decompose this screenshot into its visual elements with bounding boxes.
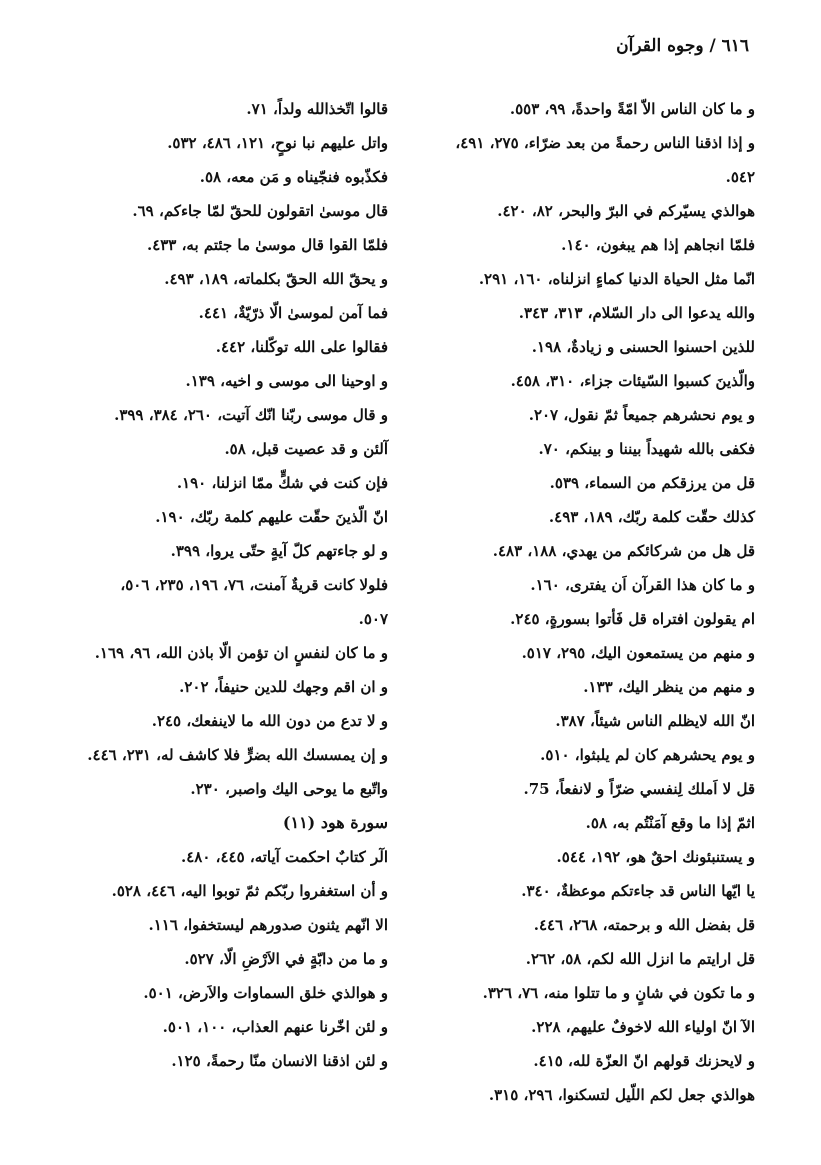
verse-line: ٥٤٢. bbox=[725, 168, 755, 186]
verse-line: و أن استغفروا ربّكم ثمّ توبوا اليه، ٤٤٦، ٥٢٨. bbox=[111, 882, 388, 900]
verse-line: فما آمن لموسىٰ الّا ذرّيّةٌ، ٤٤١. bbox=[198, 304, 388, 322]
verse-line: و لايحزنك قولهم انّ العزّة لله، ٤١٥. bbox=[533, 1052, 755, 1070]
verse-line: قل من يرزقكم من السماء، ٥٣٩. bbox=[549, 474, 755, 492]
verse-line: فلمّا القوا قال موسىٰ ما جئتم به، ٤٣٣. bbox=[146, 236, 388, 254]
verse-line: اثمّ إذا ما وقع آمَنْتُم به، ٥٨. bbox=[585, 814, 755, 832]
surah-heading: سورة هود (١١) bbox=[282, 813, 388, 832]
verse-line: قال موسىٰ اتقولون للحقّ لمّا جاءكم، ٦٩. bbox=[132, 202, 388, 220]
verse-line: فإن كنت في شكٍّ ممّا انزلنا، ١٩٠. bbox=[176, 474, 388, 492]
verse-line: الا انّهم يثنون صدورهم ليستخفوا، ١١٦. bbox=[148, 916, 388, 934]
verse-line: كذلك حقّت كلمة ربّك، ١٨٩، ٤٩٣. bbox=[548, 508, 755, 526]
page-header: ٦١٦ / وجوه القرآن bbox=[616, 36, 749, 56]
verse-line: قل لا اَملك لِنفسي ضرّاً و لانفعاً، 75. bbox=[523, 780, 755, 798]
verse-line: و يستنبئونك احقٌ هو، ١٩٢، ٥٤٤. bbox=[556, 848, 755, 866]
verse-line: و يوم يحشرهم كان لم يلبثوا، ٥١٠. bbox=[540, 746, 755, 764]
verse-line: و ما كان لنفسٍ ان تؤمن الّا باذن الله، ٩٦، ١٦٩. bbox=[94, 644, 388, 662]
verse-line: هوالذي جعل لكم اللّيل لتسكنوا، ٢٩٦، ٣١٥. bbox=[488, 1086, 755, 1104]
verse-line: للذين احسنوا الحسنى و زيادةٌ، ١٩٨. bbox=[531, 338, 755, 356]
verse-line: و ما كان هذا القرآن اَن يفترى، ١٦٠. bbox=[530, 576, 755, 594]
verse-line: و إذا اذقنا الناس رحمةً من بعد ضرّاء، ٢٧٥، ٤٩١، bbox=[455, 134, 755, 152]
verse-line: والّذينَ كسبوا السّيئات جزاء، ٣١٠، ٤٥٨. bbox=[510, 372, 755, 390]
verse-line: فلولا كانت قريةٌ آمنت، ٧٦، ١٩٦، ٢٣٥، ٥٠٦، bbox=[120, 576, 388, 594]
verse-line: والله يدعوا الى دار السّلام، ٣١٣، ٣٤٣. bbox=[518, 304, 755, 322]
verse-line: واتّبع ما يوحى اليك واصبر، ٢٣٠. bbox=[190, 780, 388, 798]
verse-line: قل بفضل الله و برحمته، ٢٦٨، ٤٤٦. bbox=[533, 916, 755, 934]
verse-line: و ان اقم وجهك للدين حنيفاً، ٢٠٢. bbox=[179, 678, 388, 696]
verse-line: قالوا اتّخذالله ولداً، ٧١. bbox=[246, 100, 388, 118]
verse-line: و منهم من يستمعون اليك، ٢٩٥، ٥١٧. bbox=[521, 644, 755, 662]
verse-line: فلمّا انجاهم إذا هم يبغون، ١٤٠. bbox=[561, 236, 755, 254]
verse-line: هوالذي يسيّركم في البرّ والبحر، ٨٢، ٤٢٠. bbox=[497, 202, 755, 220]
verse-line: يا ايّها الناس قد جاءتكم موعظةٌ، ٣٤٠. bbox=[521, 882, 755, 900]
verse-line: و لئن اخّرنا عنهم العذاب، ١٠٠، ٥٠١. bbox=[162, 1018, 388, 1036]
verse-line: و يوم نحشرهم جميعاً ثمّ نقول، ٢٠٧. bbox=[528, 406, 755, 424]
verse-line: و إن يمسسك الله بضرٍّ فلا كاشف له، ٢٣١، ٤٤٦. bbox=[87, 746, 388, 764]
verse-line: و ما من دابّةٍ في الاَرْضِ الّا، ٥٢٧. bbox=[184, 950, 388, 968]
verse-line: فقالوا على الله توكّلنا، ٤٤٢. bbox=[215, 338, 388, 356]
verse-line: و منهم من ينظر اليك، ١٣٣. bbox=[583, 678, 755, 696]
verse-line: ام يقولون افتراه قل فَأتوا بسورةٍ، ٢٤٥. bbox=[510, 610, 755, 628]
verse-line: و لئن اذقنا الانسان منّا رحمةً، ١٢٥. bbox=[171, 1052, 388, 1070]
verse-line: و اوحينا الى موسى و اخيه، ١٣٩. bbox=[185, 372, 388, 390]
left-column bbox=[50, 92, 388, 1078]
verse-line: و هوالذي خلق السماوات والاَرض، ٥٠١. bbox=[143, 984, 388, 1002]
verse-line: فكفى بالله شهيداً بيننا و بينكم، ٧٠. bbox=[538, 440, 755, 458]
verse-line: الٓر كتابٌ احكمت آياته، ٤٤٥، ٤٨٠. bbox=[180, 848, 388, 866]
verse-line: و يحقّ الله الحقّ بكلماته، ١٨٩، ٤٩٣. bbox=[164, 270, 388, 288]
verse-line: فكذّبوه فنجّيناه و مَن معه، ٥٨. bbox=[199, 168, 388, 186]
verse-line: و ما تكون في شانٍ و ما تتلوا منه، ٧٦، ٣٢٦. bbox=[482, 984, 755, 1002]
verse-line: انّ الله لايظلم الناس شيئاً، ٣٨٧. bbox=[555, 712, 755, 730]
verse-line: انّما مثل الحياة الدنيا كماءٍ انزلناه، ١٦٠، ٢٩١. bbox=[478, 270, 755, 288]
verse-line: واتل عليهم نبا نوحٍ، ١٢١، ٤٨٦، ٥٣٢. bbox=[167, 134, 388, 152]
verse-line: قل هل من شركائكم من يهدي، ١٨٨، ٤٨٣. bbox=[492, 542, 755, 560]
right-column bbox=[455, 92, 755, 1112]
verse-line: قل ارايتم ما انزل الله لكم، ٥٨، ٢٦٢. bbox=[525, 950, 755, 968]
verse-line: انّ الّذينَ حقّت عليهم كلمة ربّك، ١٩٠. bbox=[155, 508, 388, 526]
verse-line: ٥٠٧. bbox=[358, 610, 388, 628]
verse-line: و لا تدع من دون الله ما لاينفعك، ٢٤٥. bbox=[151, 712, 388, 730]
verse-line: و لو جاءتهم كلّ آيةٍ حتّى يروا، ٣٩٩. bbox=[170, 542, 388, 560]
verse-line: و قال موسى ربّنا انّك آتيت، ٢٦٠، ٣٨٤، ٣٩٩. bbox=[114, 406, 388, 424]
verse-line: الآ انّ اولياء الله لاخوفٌ عليهم، ٢٢٨. bbox=[531, 1018, 755, 1036]
verse-line: آلئن و قد عصيت قبل، ٥٨. bbox=[224, 440, 388, 458]
verse-line: و ما كان الناس الاّ امّةً واحدةً، ٩٩، ٥٥٣. bbox=[509, 100, 755, 118]
